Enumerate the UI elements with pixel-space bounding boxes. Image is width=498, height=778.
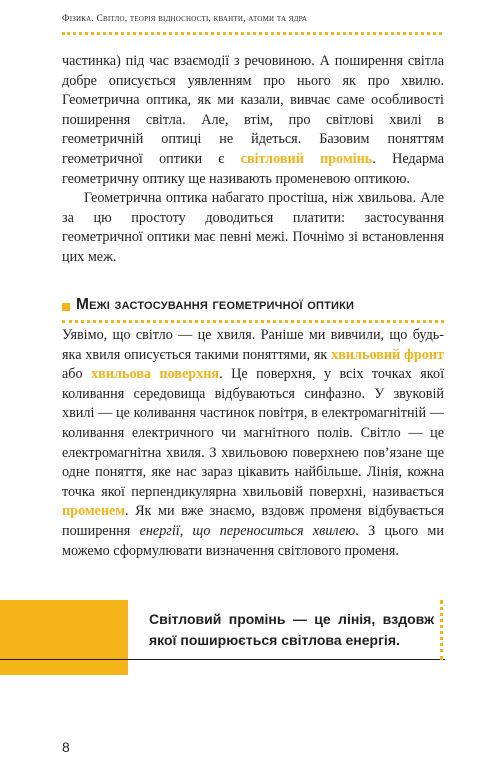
term-ray: променем [62,503,125,520]
paragraph-3-text-c: . Це поверхня, у всіх точках якої коливання середовища відбуваються синфазно. У звуковій хвилі — це коливання частинок повітря, в електромагнітній — коливання електричного чи магнітного полів. Світло — це електромагнітна хвиля. З хвильовою поверхнею пов’язане ще одне поняття, яке нас зараз цікавить найбільше. Лінія, кожна точка якої перпендикулярна хвильовій поверхні, називається [62,366,445,500]
paragraph-3-text-a: Уявімо, що світло — це хвиля. Раніше ми вивчили, що будь-яка хвиля описується такими поняттями, як [62,327,444,363]
definition-underline [0,659,445,660]
running-head: Фізика. Світло, теорія відносності, кванти, атоми та ядра [62,14,308,24]
section-dotted-rule [62,320,444,323]
term-wavefront: хвильовий фронт [331,346,444,363]
italic-energy-phrase: енергії, що переноситься хвилею [139,522,356,539]
paragraph-1-text-a: частинка) під час взаємодії з речовиною. А поширення світла добре описується уявленням про нього як про хвилю. Геометрична оптика, як ми казали, вивчає саме особливості поширення світла. Але, втім, про світлові хвилі в геометричній оптиці не йдеться. Базовим поняттям геометричної оптики є [62,53,444,167]
page-number: 8 [62,739,70,755]
section-heading [62,296,447,318]
term-light-ray: світловий промінь [240,150,373,167]
definition-dotted-border [440,600,443,660]
paragraph-1-text-b: . Недарма геометричну оптику ще називають променевою оптикою. [62,150,444,187]
term-wave-surface: хвильова поверхня [91,366,220,383]
section-marker-square [62,303,70,311]
header-dotted-rule [62,32,442,35]
section-title: Межі застосування геометричної оптики [76,296,355,313]
paragraph-3-text-e: . З цього ми можемо сформулювати визначення світлового променя. [62,522,444,559]
definition-yellow-block [0,600,128,675]
definition-text: Світловий промінь — це лінія, вздовж якої поширюється світлова енергія. [149,611,434,648]
paragraph-3-text-d: . Як ми вже знаємо, вздовж променя відбувається поширення [62,503,444,539]
paragraph-1 [62,52,444,189]
paragraph-3-text-b: або [62,366,92,383]
paragraph-3 [62,326,444,561]
paragraph-2: Геометрична оптика набагато простіша, ніж хвильова. Але за цю простоту доводиться платити: застосування геометричної оптики має певні межі. Почнімо зі встановлення цих меж. [62,190,444,265]
